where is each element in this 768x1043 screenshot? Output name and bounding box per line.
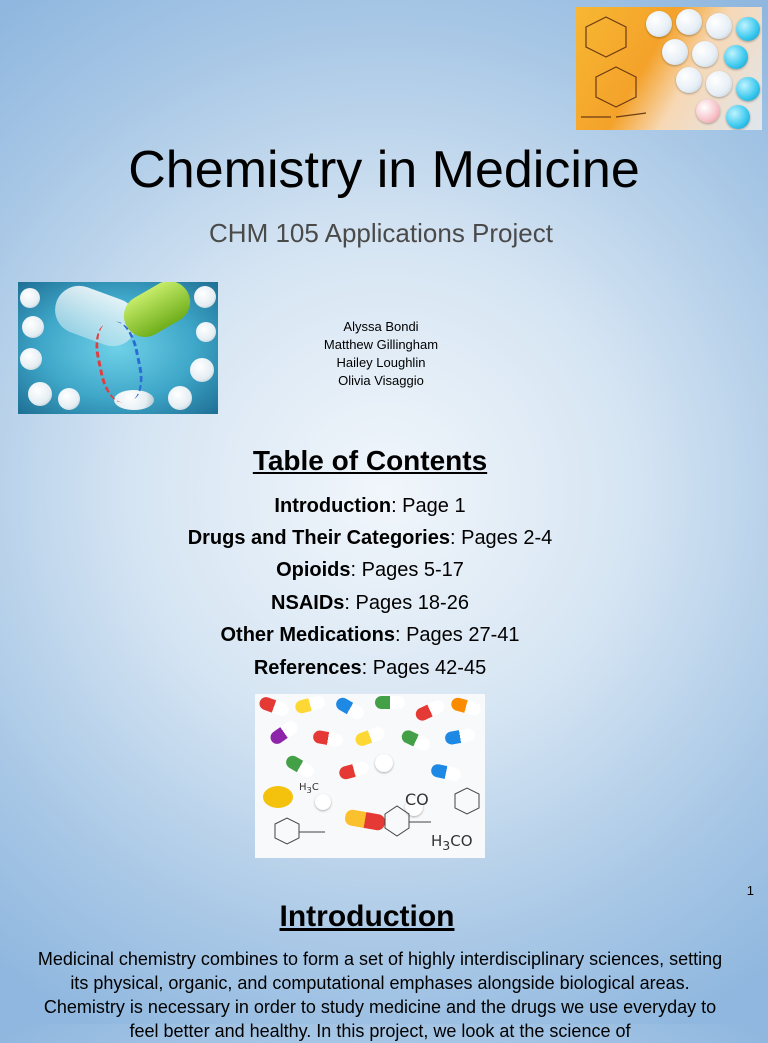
toc-entry-label: NSAIDs [271,592,345,614]
author-name: Matthew Gillingham [323,337,439,352]
page-number: 1 [746,883,754,898]
toc-entry-pages: : Pages 5-17 [350,559,464,581]
author-name: Olivia Visaggio [338,373,424,388]
introduction-heading: Introduction [279,900,455,933]
document-subtitle: CHM 105 Applications Project [209,218,553,248]
toc-entry-label: Opioids [276,559,351,581]
chemical-structure-icon [255,694,485,858]
toc-entry-references [0,654,740,682]
toc-entry-pages: : Pages 2-4 [449,527,553,549]
formula-sketch-icon [576,7,656,130]
toc-entry-opioids [0,556,740,584]
toc-entry-drugs-categories [0,524,740,552]
toc-entry-pages: : Pages 42-45 [361,657,487,679]
document-title: Chemistry in Medicine [128,141,640,199]
toc-entry-pages: : Page 1 [391,495,466,517]
author-name: Hailey Loughlin [336,355,426,370]
author-name: Alyssa Bondi [343,319,419,334]
introduction-paragraph: Medicinal chemistry combines to form a set of highly interdisciplinary sciences, setting its physical, organic, and computational emphases alongside biological areas. Chemistry is necessary in order to study medicine and the drugs we use everyday to feel better and healthy. In this project, we look at the science of [37,949,723,1041]
toc-heading: Table of Contents [252,445,488,476]
toc-entry-label: References [253,657,362,679]
toc-entry-pages: : Pages 18-26 [344,592,469,614]
pills-chemistry-image [576,7,762,130]
toc-entry-pages: : Pages 27-41 [394,624,520,646]
toc-entry-nsaids [0,589,740,617]
pills-formulas-image: CO $H_3CO$ $H_3C$ [255,694,485,858]
toc-entry-label: Drugs and Their Categories [187,527,450,549]
toc-entry-label: Introduction [274,495,392,517]
toc-entry-other-medications [0,621,740,649]
toc-entry-introduction [0,492,740,520]
toc-entry-label: Other Medications [220,624,395,646]
